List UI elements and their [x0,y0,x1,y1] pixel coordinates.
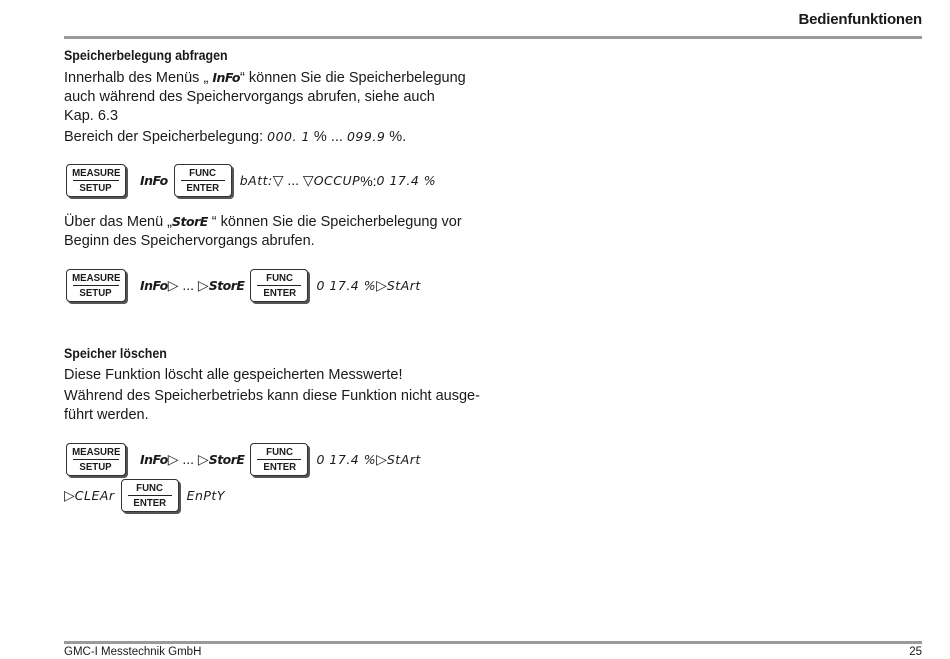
text: “ können Sie die Speicherbelegung [240,70,466,86]
text: Über das Menü „ [64,214,172,230]
text: %. [385,129,407,145]
right-arrow: ▷ [64,487,75,503]
text: Innerhalb des Menüs „ [64,70,213,86]
key-sequence-1 [66,164,436,197]
section-heading-speicher-loeschen: Speicher löschen [64,346,167,361]
lcd-occup: OCCUP [313,173,361,188]
lcd-occup-value: 0 17.4 % [316,278,377,293]
key-sequence-3 [66,443,421,476]
paragraph-range [64,127,504,147]
lcd-store: StorE [208,278,245,293]
lcd-clear: CLEAr [74,488,115,503]
section-heading-speicherbelegung: Speicherbelegung abfragen [64,48,228,63]
text: Während des Speicherbetriebs kann diese Funktion nicht ausge- [64,388,480,404]
text: Beginn des Speichervorgangs abrufen. [64,233,315,249]
lcd-store-label: StorE [172,214,208,229]
right-arrows: ▷ ... ▷ [167,451,209,467]
header-rule [64,36,922,39]
lcd-empty: EnPtY [186,488,225,503]
func-enter-key: FUNC ENTER [121,479,179,512]
text: Kap. 6.3 [64,108,119,124]
footer-company: GMC-I Messtechnik GmbH [64,646,202,658]
page-number: 25 [909,646,922,658]
func-enter-key: FUNC ENTER [174,164,232,197]
right-arrow: ▷ [376,277,387,293]
paragraph-delete-warning [64,387,504,425]
text: auch während des Speichervorgangs abrufen, siehe auch [64,89,435,105]
lcd-batt: bAtt: [239,173,273,188]
lcd-range-min: 000. 1 [267,129,310,144]
paragraph-store-menu [64,212,504,251]
lcd-store: StorE [208,452,245,467]
func-enter-key: FUNC ENTER [250,269,308,302]
lcd-info: InFo [140,278,168,293]
text: führt werden. [64,407,149,423]
measure-setup-key: MEASURE SETUP [66,164,126,197]
measure-setup-key: MEASURE SETUP [66,443,126,476]
lcd-occup-value: 0 17.4 % [376,173,437,188]
lcd-range-max: 099.9 [346,129,386,144]
paragraph-delete-info: Diese Funktion löscht alle gespeicherten Messwerte! [64,367,403,383]
lcd-start: StArt [386,452,421,467]
footer-rule [64,641,922,644]
right-arrows: ▷ ... ▷ [167,277,209,293]
lcd-info: InFo [140,173,168,188]
text: “ können Sie die Speicherbelegung vor [207,214,462,230]
lcd-occup-value: 0 17.4 % [316,452,377,467]
key-sequence-4 [64,479,225,512]
right-arrow: ▷ [376,451,387,467]
lcd-info: InFo [140,452,168,467]
text: Bereich der Speicherbelegung: [64,129,268,145]
paragraph-info-menu [64,68,504,126]
down-arrows: ▽ ... ▽ [272,172,314,188]
text: % ... [309,129,347,145]
percent-colon: %: [360,172,377,189]
lcd-start: StArt [386,278,421,293]
measure-setup-key: MEASURE SETUP [66,269,126,302]
lcd-info-label: InFo [212,70,241,85]
func-enter-key: FUNC ENTER [250,443,308,476]
page-header-title: Bedienfunktionen [798,11,922,28]
key-sequence-2 [66,269,421,302]
